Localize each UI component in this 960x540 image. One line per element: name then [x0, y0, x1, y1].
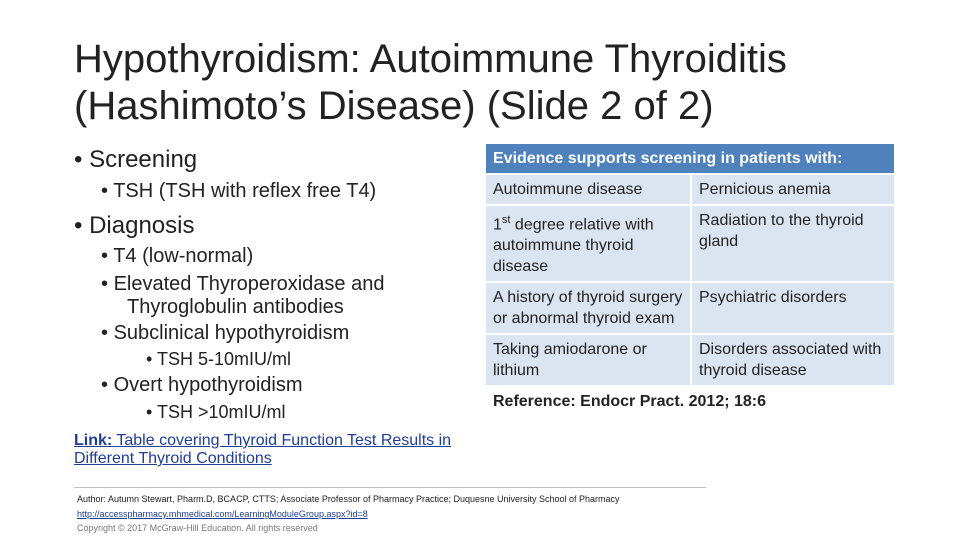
thyroid-table-link[interactable] [74, 432, 454, 468]
table-row [486, 174, 894, 205]
table-cell: Disorders associated with thyroid disease [691, 334, 894, 386]
footer-author: Author: Autumn Stewart, Pharm.D, BCACP, CTTS; Associate Professor of Pharmacy Practice; Duquesne University School of Pharmacy [77, 494, 620, 504]
table-header: Evidence supports screening in patients with: [486, 144, 894, 174]
table-cell: Taking amiodarone or lithium [486, 334, 691, 386]
bullet-overt: • Overt hypothyroidism [101, 374, 303, 396]
table-cell: Pernicious anemia [691, 174, 894, 205]
footer-url-wrap[interactable] [77, 509, 717, 520]
slide-title: Hypothyroidism: Autoimmune Thyroiditis (Hashimoto’s Disease) (Slide 2 of 2) [74, 37, 787, 128]
bullet-diagnosis: • Diagnosis [74, 212, 195, 239]
table-cell: A history of thyroid surgery or abnormal thyroid exam [486, 282, 691, 334]
bullet-overt-tsh: • TSH >10mIU/ml [146, 402, 286, 422]
screening-evidence-table [486, 144, 894, 418]
bullet-t4: • T4 (low-normal) [101, 245, 254, 267]
table-row [486, 334, 894, 386]
bullet-subclinical-tsh: • TSH 5-10mIU/ml [146, 349, 291, 369]
table-cell: Autoimmune disease [486, 174, 691, 205]
table-header-row [486, 144, 894, 174]
table-cell: Psychiatric disorders [691, 282, 894, 334]
bullet-screening-sub: • TSH (TSH with reflex free T4) [101, 180, 377, 202]
table-cell: Radiation to the thyroid gland [691, 205, 894, 282]
table-row [486, 282, 894, 334]
bullet-screening: • Screening [74, 146, 198, 173]
footer-url-link[interactable]: http://accesspharmacy.mhmedical.com/LearningModuleGroup.aspx?id=8 [77, 509, 368, 519]
footer-copyright: Copyright © 2017 McGraw-Hill Education. All rights reserved [77, 523, 318, 533]
table-reference: Reference: Endocr Pract. 2012; 18:6 [486, 386, 894, 417]
bullet-subclinical: • Subclinical hypothyroidism [101, 322, 350, 344]
table-reference-row [486, 386, 894, 417]
table-cell-first-degree: 1st degree relative with autoimmune thyroid disease [486, 205, 691, 282]
table-row [486, 205, 894, 282]
footer-divider [74, 487, 706, 488]
bullet-antibodies: • Elevated Thyroperoxidase and Thyroglobulin antibodies [101, 273, 385, 318]
thyroid-table-link-anchor[interactable]: Link: Table covering Thyroid Function Test Results in Different Thyroid Conditions [74, 432, 452, 467]
